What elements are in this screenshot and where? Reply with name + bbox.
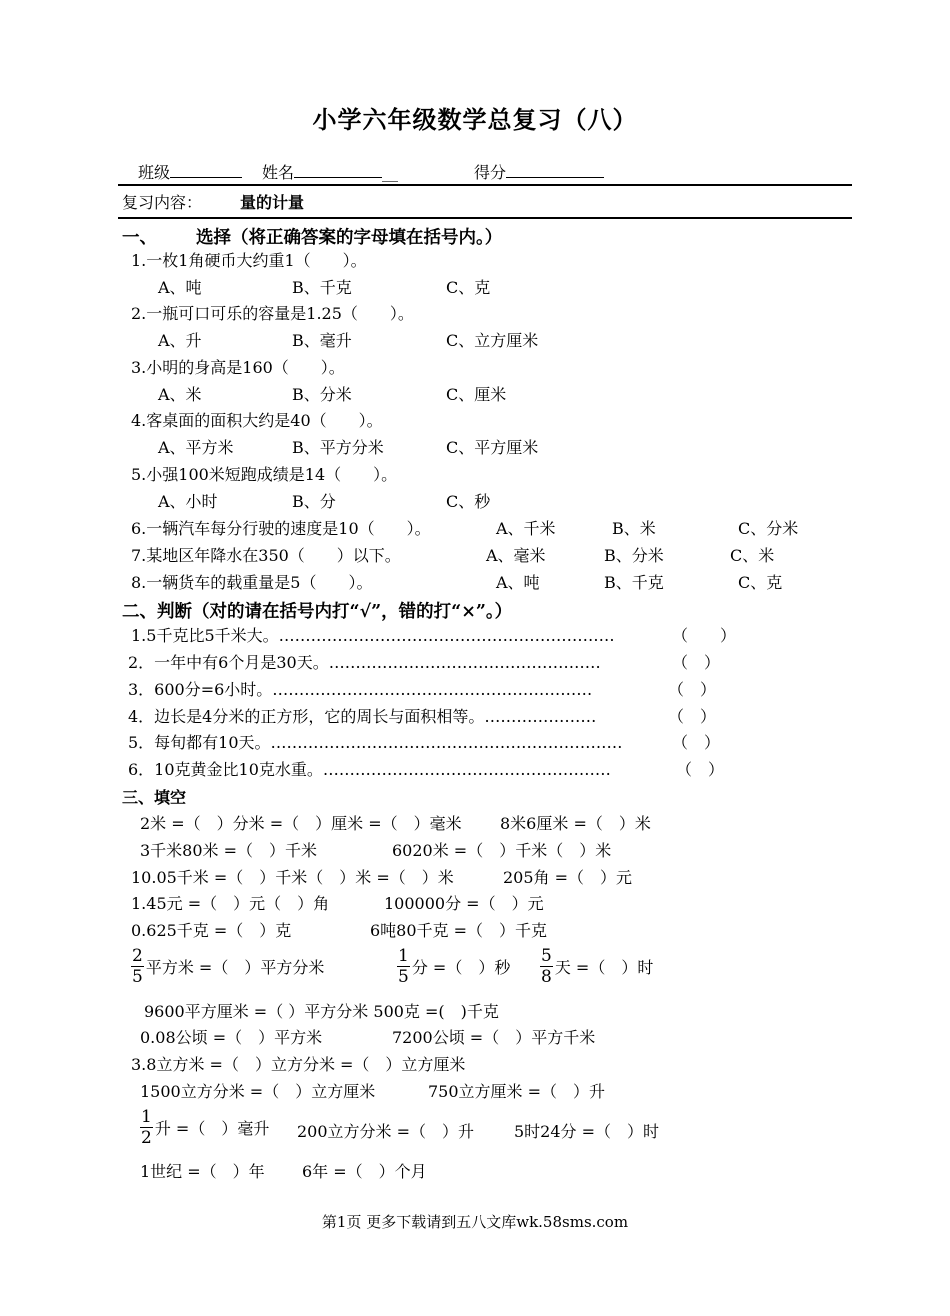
page-title: 小学六年级数学总复习（八） xyxy=(312,105,638,134)
page-footer: 第1页 更多下载请到五八文库wk.58sms.com xyxy=(321,1213,629,1231)
fill-row8-a: 0.08公顷 =（ ）平方米 xyxy=(140,1028,323,1047)
fill-row1-a: 2米 =（ ）分米 =（ ）厘米 =（ ）毫米 xyxy=(140,814,462,833)
header-divider-top xyxy=(118,184,852,186)
class-label: 班级 xyxy=(138,163,171,182)
q1-option-a: A、吨 xyxy=(158,278,202,297)
fraction-numerator: 1 xyxy=(398,946,409,966)
fill-row3-a: 10.05千米 =（ ）千米（ ）米 =（ ）米 xyxy=(131,868,454,887)
fraction-numerator: 2 xyxy=(132,946,143,966)
fill-row8-b: 7200公顷 =（ ）平方千米 xyxy=(392,1028,596,1047)
q4-option-a: A、平方米 xyxy=(158,438,234,457)
q6-option-b: B、米 xyxy=(612,519,656,538)
header-divider-bottom xyxy=(118,217,852,219)
fill-row3-b: 205角 =（ ）元 xyxy=(503,868,633,887)
q7-option-a: A、毫米 xyxy=(486,546,546,565)
fill-row4-a: 1.45元 =（ ）元（ ）角 xyxy=(131,894,330,913)
q3-stem: 3.小明的身高是160（ ）。 xyxy=(131,358,345,377)
name-label: 姓名 xyxy=(262,163,295,182)
score-blank xyxy=(506,162,604,178)
fill-row5-a: 0.625千克 =（ ）克 xyxy=(131,921,292,940)
q6-option-a: A、千米 xyxy=(496,519,556,538)
judge2-bracket: （ ） xyxy=(672,653,721,672)
section1-number: 一、 xyxy=(122,228,157,248)
fill-fraction-2 xyxy=(397,946,510,987)
fraction-4-text: 升 =（ ）毫升 xyxy=(154,1119,270,1138)
q1-option-b: B、千克 xyxy=(292,278,352,297)
fraction-numerator: 5 xyxy=(541,946,552,966)
fill-row1-b: 8米6厘米 =（ ）米 xyxy=(500,814,651,833)
fill-row2-b: 6020米 =（ ）千米（ ）米 xyxy=(392,841,612,860)
q5-option-b: B、分 xyxy=(292,492,336,511)
fraction-3-text: 天 =（ ）时 xyxy=(554,958,654,977)
name-tail: __ xyxy=(382,163,399,182)
q8-option-a: A、吨 xyxy=(496,573,540,592)
judge6-bracket: （ ） xyxy=(676,760,725,779)
fraction xyxy=(540,946,553,987)
q3-option-a: A、米 xyxy=(158,385,202,404)
q8-stem: 8.一辆货车的载重量是5（ ）。 xyxy=(131,573,373,592)
judge6-text: 6．10克黄金比10克水重。……………………………………………… xyxy=(128,760,611,779)
q4-option-b: B、平方分米 xyxy=(292,438,384,457)
review-topic: 量的计量 xyxy=(240,193,305,212)
q6-option-c: C、分米 xyxy=(738,519,799,538)
q7-option-c: C、米 xyxy=(730,546,775,565)
fill-row7: 9600平方厘米 =（ ）平方分米 500克 =( )千克 xyxy=(144,1002,499,1021)
q3-option-c: C、厘米 xyxy=(446,385,507,404)
fraction xyxy=(131,946,144,987)
judge1-bracket: （ ） xyxy=(672,626,737,645)
fill-row9: 3.8立方米 =（ ）立方分米 =（ ）立方厘米 xyxy=(131,1055,466,1074)
judge4-text: 4．边长是4分米的正方形，它的周长与面积相等。………………… xyxy=(128,707,597,726)
score-label: 得分 xyxy=(474,163,507,182)
fraction-numerator: 1 xyxy=(141,1107,152,1127)
q2-stem: 2.一瓶可口可乐的容量是1.25（ ）。 xyxy=(131,304,414,323)
fraction-2-text: 分 =（ ）秒 xyxy=(411,958,511,977)
judge3-bracket: （ ） xyxy=(668,680,717,699)
fill-row11-c: 5时24分 =（ ）时 xyxy=(514,1122,660,1141)
q8-option-c: C、克 xyxy=(738,573,783,592)
q2-option-c: C、立方厘米 xyxy=(446,331,539,350)
q1-stem: 1.一枚1角硬币大约重1（ ）。 xyxy=(131,251,367,270)
q8-option-b: B、千克 xyxy=(604,573,664,592)
judge1-text: 1.5千克比5千米大。……………………………………………………… xyxy=(131,626,615,645)
q5-option-a: A、小时 xyxy=(158,492,218,511)
fill-row12-a: 1世纪 =（ ）年 xyxy=(140,1162,265,1181)
q6-stem: 6.一辆汽车每分行驶的速度是10（ ）。 xyxy=(131,519,431,538)
fill-fraction-4 xyxy=(140,1107,269,1148)
q7-option-b: B、分米 xyxy=(604,546,664,565)
fill-fraction-1 xyxy=(131,946,324,987)
judge5-text: 5．每旬都有10天。………………………………………………………… xyxy=(128,733,623,752)
fill-fraction-3 xyxy=(540,946,653,987)
q7-stem: 7.某地区年降水在350（ ）以下。 xyxy=(131,546,401,565)
q5-stem: 5.小强100米短跑成绩是14（ ）。 xyxy=(131,465,398,484)
q4-stem: 4.客桌面的面积大约是40（ ）。 xyxy=(131,411,383,430)
q2-option-b: B、毫升 xyxy=(292,331,352,350)
fraction-denominator: 8 xyxy=(541,967,552,987)
fraction-1-text: 平方米 =（ ）平方分米 xyxy=(145,958,325,977)
fraction xyxy=(140,1107,153,1148)
fraction-denominator: 2 xyxy=(141,1128,152,1148)
q1-option-c: C、克 xyxy=(446,278,491,297)
judge4-bracket: （ ） xyxy=(668,707,717,726)
fill-row11-b: 200立方分米 =（ ）升 xyxy=(297,1122,475,1141)
review-label: 复习内容： xyxy=(122,193,203,212)
q5-option-c: C、秒 xyxy=(446,492,491,511)
section1-heading: 选择（将正确答案的字母填在括号内。） xyxy=(196,228,503,248)
fill-row10-a: 1500立方分米 =（ ）立方厘米 xyxy=(140,1082,376,1101)
judge2-text: 2．一年中有6个月是30天。…………………………………………… xyxy=(128,653,601,672)
fill-row12-b: 6年 =（ ）个月 xyxy=(302,1162,427,1181)
fraction-denominator: 5 xyxy=(132,967,143,987)
q4-option-c: C、平方厘米 xyxy=(446,438,539,457)
fill-row4-b: 100000分 =（ ）元 xyxy=(384,894,544,913)
section2-heading: 二、判断（对的请在括号内打“√”，错的打“×”。） xyxy=(122,602,513,622)
fraction-denominator: 5 xyxy=(398,967,409,987)
class-field xyxy=(138,160,242,183)
name-blank xyxy=(294,162,382,178)
score-field xyxy=(474,160,604,183)
q2-option-a: A、升 xyxy=(158,331,202,350)
judge5-bracket: （ ） xyxy=(672,733,721,752)
fill-row2-a: 3千米80米 =（ ）千米 xyxy=(140,841,318,860)
q3-option-b: B、分米 xyxy=(292,385,352,404)
name-field xyxy=(262,160,398,183)
fill-row10-b: 750立方厘米 =（ ）升 xyxy=(428,1082,606,1101)
fill-row5-b: 6吨80千克 =（ ）千克 xyxy=(370,921,548,940)
fraction xyxy=(397,946,410,987)
section3-heading: 三、填空 xyxy=(122,788,187,807)
judge3-text: 3．600分=6小时。…………………………………………………… xyxy=(128,680,593,699)
class-blank xyxy=(170,162,242,178)
